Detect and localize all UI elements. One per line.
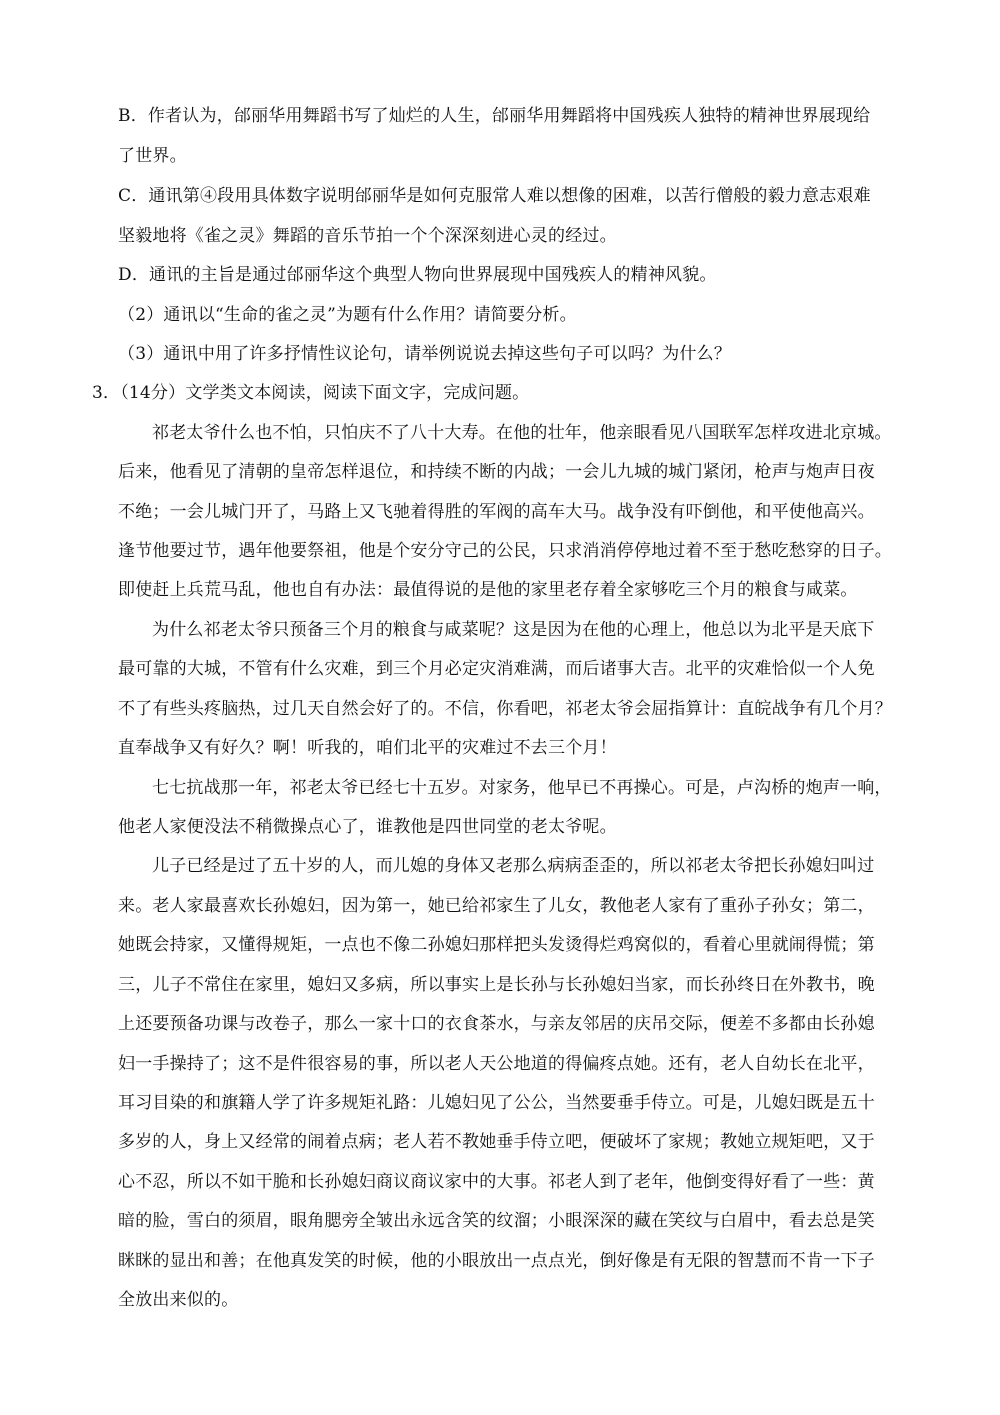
section-3-heading: 3．（14分）文学类文本阅读，阅读下面文字，完成问题。 [92,383,530,403]
para-1-line-1: 祁老太爷什么也不怕，只怕庆不了八十大寿。在他的壮年，他亲眼看见八国联军怎样攻进北京城。 [152,423,892,443]
option-c-line-1: C．通讯第④段用具体数字说明邰丽华是如何克服常人难以想像的困难，以苦行僧般的毅力意志艰难 [118,186,871,206]
para-4-line-1: 儿子已经是过了五十岁的人，而儿媳的身体又老那么病病歪歪的，所以祁老太爷把长孙媳妇叫过 [152,856,875,876]
para-4-line-4: 三，儿子不常住在家里，媳妇又多病，所以事实上是长孙与长孙媳妇当家，而长孙终日在外教书，晚 [118,975,875,995]
option-d-line: D．通讯的主旨是通过邰丽华这个典型人物向世界展现中国残疾人的精神风貌。 [118,265,717,285]
para-1-line-2: 后来，他看见了清朝的皇帝怎样退位，和持续不断的内战；一会儿九城的城门紧闭，枪声与炮声日夜 [118,462,875,482]
option-c-line-2: 坚毅地将《雀之灵》舞蹈的音乐节拍一个个深深刻进心灵的经过。 [118,226,617,246]
option-b-line-2: 了世界。 [118,146,187,166]
para-3-line-2: 他老人家便没法不稍微操点心了，谁教他是四世同堂的老太爷呢。 [118,817,617,837]
question-2-line: （2）通讯以“生命的雀之灵”为题有什么作用？请简要分析。 [118,305,577,325]
para-4-line-11: 眯眯的显出和善；在他真发笑的时候，他的小眼放出一点点光，倒好像是有无限的智慧而不肯一下子 [118,1251,875,1271]
para-4-line-7: 耳习目染的和旗籍人学了许多规矩礼路：儿媳妇见了公公，当然要垂手侍立。可是，儿媳妇既是五十 [118,1093,875,1113]
option-b-line-1: B．作者认为，邰丽华用舞蹈书写了灿烂的人生，邰丽华用舞蹈将中国残疾人独特的精神世界展现给 [118,106,871,126]
para-1-line-3: 不绝；一会儿城门开了，马路上又飞驰着得胜的军阀的高车大马。战争没有吓倒他，和平使他高兴。 [118,502,875,522]
para-1-line-5: 即使赶上兵荒马乱，他也自有办法：最值得说的是他的家里老存着全家够吃三个月的粮食与咸菜。 [118,580,858,600]
para-4-line-6: 妇一手操持了；这不是件很容易的事，所以老人天公地道的得偏疼点她。还有，老人自幼长在北平， [118,1054,875,1074]
para-2-line-3: 不了有些头疼脑热，过几天自然会好了的。不信，你看吧，祁老太爷会屈指算计：直皖战争有几个月？ [118,699,892,719]
para-4-line-8: 多岁的人，身上又经常的闹着点病；老人若不教她垂手侍立吧，便破坏了家规；教她立规矩吧，又于 [118,1132,875,1152]
para-4-line-9: 心不忍，所以不如干脆和长孙媳妇商议商议家中的大事。祁老人到了老年，他倒变得好看了一些：黄 [118,1172,875,1192]
para-2-line-4: 直奉战争又有好久？啊！听我的，咱们北平的灾难过不去三个月！ [118,738,617,758]
para-4-line-2: 来。老人家最喜欢长孙媳妇，因为第一，她已给祁家生了儿女，教他老人家有了重孙子孙女；第二， [118,896,875,916]
para-4-line-10: 暗的脸，雪白的须眉，眼角腮旁全皱出永远含笑的纹溜；小眼深深的藏在笑纹与白眉中，看去总是笑 [118,1211,875,1231]
para-2-line-2: 最可靠的大城，不管有什么灾难，到三个月必定灾消难满，而后诸事大吉。北平的灾难恰似一个人免 [118,659,875,679]
para-1-line-4: 逢节他要过节，遇年他要祭祖，他是个安分守己的公民，只求消消停停地过着不至于愁吃愁穿的日子。 [118,541,892,561]
para-4-line-5: 上还要预备功课与改卷子，那么一家十口的衣食茶水，与亲友邻居的庆吊交际，便差不多都由长孙媳 [118,1014,875,1034]
para-3-line-1: 七七抗战那一年，祁老太爷已经七十五岁。对家务，他早已不再操心。可是，卢沟桥的炮声一响， [152,778,892,798]
para-4-line-3: 她既会持家，又懂得规矩，一点也不像二孙媳妇那样把头发烫得烂鸡窝似的，看着心里就闹得慌；第 [118,935,875,955]
question-3-line: （3）通讯中用了许多抒情性议论句，请举例说说去掉这些句子可以吗？为什么？ [118,344,732,364]
para-2-line-1: 为什么祁老太爷只预备三个月的粮食与咸菜呢？这是因为在他的心理上，他总以为北平是天底下 [152,620,875,640]
para-4-line-12: 全放出来似的。 [118,1290,239,1310]
